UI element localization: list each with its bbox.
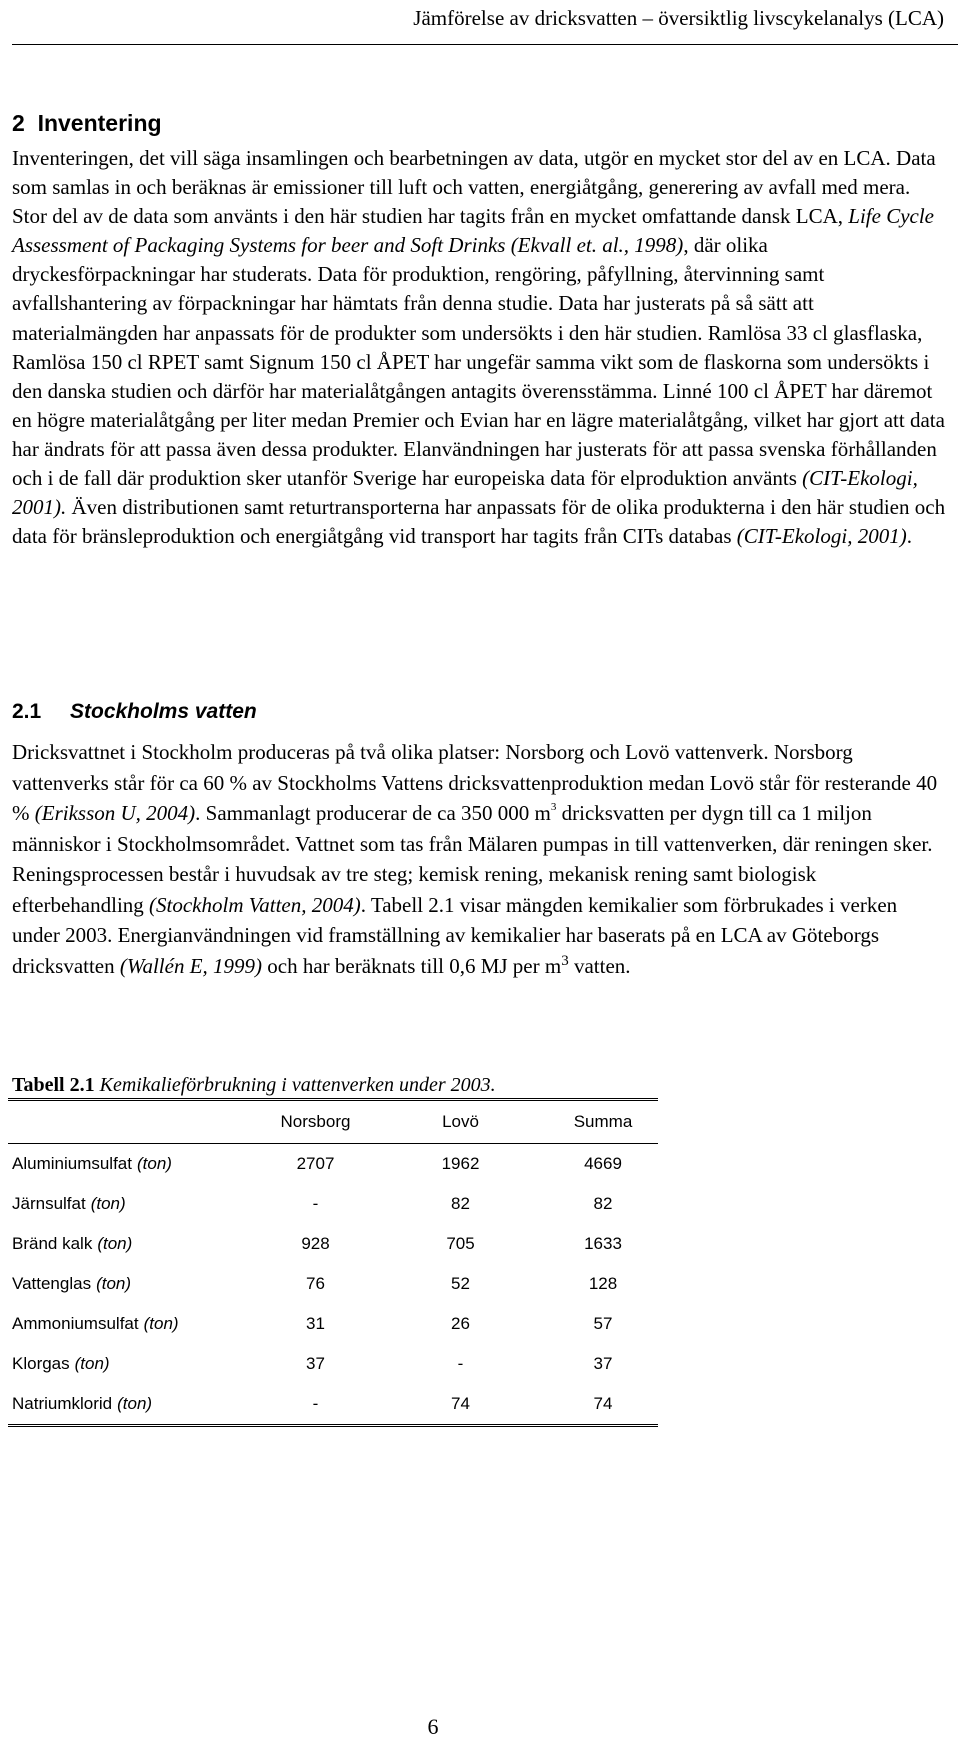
text-run: Inventeringen, det vill säga insamlingen och bearbetningen av data, utgör en mycket stor del av en LCA. Data som samlas in och beräknas är emissioner till luft och vatten, energiåtgång, generering av avfall med mera. Stor del av de data som använts i den här studien har tagits från en mycket omfattande dansk LCA, (12, 146, 936, 229)
table-header-row (8, 1101, 658, 1144)
superscript: 3 (550, 801, 557, 813)
table-cell: - (312, 1394, 319, 1413)
table-cell: 82 (593, 1194, 613, 1213)
table-cell: 705 (446, 1234, 475, 1253)
header-rule (12, 44, 958, 45)
table-cell: 2707 (296, 1154, 335, 1173)
text-run: Dricksvattnet i Stockholm produceras på två olika platser: Norsborg och Lovö vattenverk. Norsborg vattenverks står för ca 60 % av Stockholms Vattens dricksvattenproduktion medan Lovö står för resterande 40 % (12, 740, 938, 825)
table-cell: 74 (451, 1394, 470, 1413)
table-cell: - (312, 1194, 319, 1213)
unit-label: (ton) (90, 1194, 126, 1213)
unit-label: (ton) (117, 1394, 153, 1413)
table-cell: 31 (306, 1314, 325, 1333)
unit-label: (ton) (143, 1314, 179, 1333)
text-run: . Sammanlagt producerar de ca 350 000 m (195, 801, 551, 825)
text-run: , där olika dryckesförpackningar har studerats. Data för produktion, rengöring, påfyllning, återvinning samt avfallshantering av förpackningar har hämtats från denna studie. Data har justerats på så sätt att materialmängden har anpassats för de produkter som undersökts i den här studien. Ramlösa 33 cl glasflaska, Ramlösa 150 cl RPET samt Signum 150 cl ÅPET har ungefär samma vikt som de flaskorna som undersökts i den danska studien och därför har materialåtgången antagits överensstämma. Linné 100 cl ÅPET har däremot en högre materialåtgång per liter medan Premier och Evian har en lägre materialåtgång, vilket har gjort att data har ändrats för att passa även dessa produkter. Elanvändningen har justerats för att passa svenska förhållanden och i de fall där produktion sker utanför Sverige har europeiska data för elproduktion använts (12, 233, 945, 491)
citation: (CIT-Ekologi, 2001) (736, 524, 907, 549)
row-label (12, 1144, 172, 1184)
table-cell: - (457, 1354, 464, 1373)
chemical-name: Natriumklorid (12, 1394, 113, 1413)
row-label (12, 1304, 179, 1344)
table-caption-text: Kemikalieförbrukning i vattenverken under 2003. (94, 1074, 496, 1096)
table-row (8, 1384, 658, 1424)
table-cell: 128 (588, 1274, 618, 1293)
table-cell: 82 (451, 1194, 470, 1213)
section-paragraph (12, 144, 948, 551)
table-cell: 74 (593, 1394, 613, 1413)
table-row (8, 1224, 658, 1264)
chemical-name: Ammoniumsulfat (12, 1314, 139, 1333)
row-label (12, 1344, 110, 1384)
table-cell: 1962 (441, 1154, 480, 1173)
table-cell: 4669 (584, 1154, 622, 1173)
table-row (8, 1144, 658, 1184)
table-cell: 57 (593, 1314, 613, 1333)
unit-label: (ton) (97, 1234, 133, 1253)
section-title: Inventering (37, 110, 162, 136)
table-row (8, 1184, 658, 1224)
section-number: 2 (12, 110, 25, 136)
citation: (Wallén E, 1999) (119, 953, 263, 978)
table-cell: 37 (593, 1354, 613, 1373)
chemicals-table (8, 1098, 658, 1427)
text-run: . (906, 524, 912, 549)
chemical-name: Bränd kalk (12, 1234, 93, 1253)
subsection-heading (12, 700, 257, 724)
row-label (12, 1184, 126, 1224)
table-cell: 928 (301, 1234, 330, 1253)
citation: (Stockholm Vatten, 2004) (149, 892, 361, 917)
table-row (8, 1304, 658, 1344)
unit-label: (ton) (137, 1154, 172, 1173)
row-label (12, 1384, 152, 1424)
subsection-paragraph (12, 737, 948, 981)
text-run: . Tabell 2.1 visar mängden kemikalier som förbrukades i verken under 2003. Energianvändningen vid framställning av kemikalier har baserats på en LCA av Göteborgs dricksvatten (12, 892, 898, 978)
text-run: Även distributionen samt returtransporterna har anpassats för de olika produkterna i den här studien och data för bränsleproduktion och energiåtgång vid transport har tagits från CITs databas (12, 495, 946, 549)
table-cell: 37 (306, 1354, 325, 1373)
table-cell: 76 (306, 1274, 325, 1293)
page-number: 6 (427, 1714, 439, 1739)
unit-label: (ton) (96, 1274, 132, 1293)
chemical-name: Aluminiumsulfat (12, 1154, 132, 1173)
row-label (12, 1224, 132, 1264)
text-run: och har beräknats till 0,6 MJ per m (262, 953, 562, 978)
subsection-number: 2.1 (12, 700, 42, 723)
chemical-name: Klorgas (12, 1354, 70, 1373)
table-cell: 52 (451, 1274, 470, 1293)
column-header: Summa (573, 1112, 633, 1131)
column-header: Norsborg (280, 1112, 351, 1131)
superscript: 3 (561, 952, 569, 969)
citation: (Eriksson U, 2004) (34, 801, 196, 825)
chemical-name: Järnsulfat (12, 1194, 86, 1213)
table-row (8, 1344, 658, 1384)
table-caption-label: Tabell 2.1 (12, 1074, 95, 1096)
text-run: dricksvatten per dygn till ca 1 miljon människor i Stockholmsområdet. Vattnet som tas från Mälaren pumpas in till vattenverken, där reningen sker. Reningsprocessen består i huvudsak av tre steg; kemisk rening, mekanisk rening samt biologisk efterbehandling (12, 801, 933, 917)
subsection-title: Stockholms vatten (70, 700, 257, 723)
citation: Life Cycle Assessment of Packaging Systems for beer and Soft Drinks (Ekvall et. al., 1998) (12, 204, 935, 258)
table-caption (12, 1074, 496, 1097)
text-run: vatten. (568, 953, 631, 978)
row-label (12, 1264, 131, 1304)
chemical-name: Vattenglas (12, 1274, 92, 1293)
table-row (8, 1264, 658, 1304)
table-cell: 1633 (584, 1234, 622, 1253)
running-header: Jämförelse av dricksvatten – översiktlig livscykelanalys (LCA) (413, 6, 944, 30)
table-cell: 26 (451, 1314, 470, 1333)
section-heading (12, 110, 162, 137)
unit-label: (ton) (74, 1354, 110, 1373)
citation: (CIT-Ekologi, 2001). (12, 466, 918, 520)
column-header: Lovö (442, 1112, 479, 1131)
